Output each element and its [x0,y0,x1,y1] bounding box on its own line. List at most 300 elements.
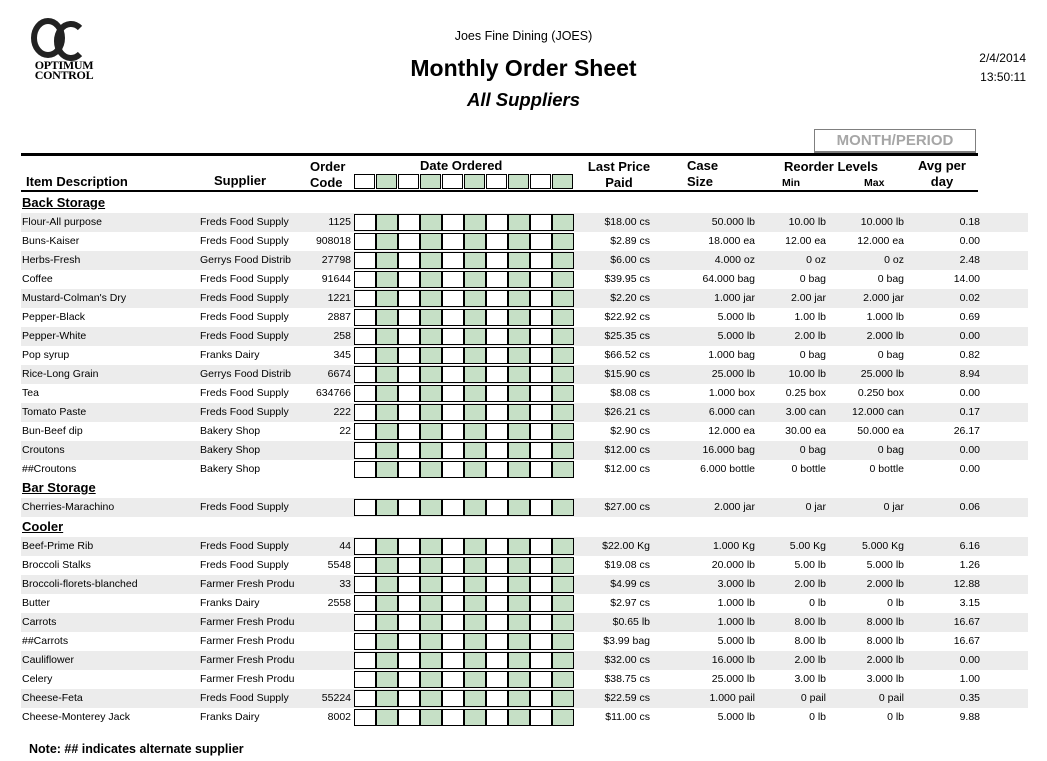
date-ordered-box[interactable] [552,309,574,326]
date-ordered-box[interactable] [354,404,376,421]
date-ordered-box[interactable] [508,557,530,574]
date-ordered-box[interactable] [508,538,530,555]
date-ordered-box[interactable] [442,576,464,593]
supplier-name: Freds Food Supply [200,216,289,228]
date-ordered-box[interactable] [354,385,376,402]
item-description: Flour-All purpose [22,216,102,228]
date-ordered-box[interactable] [508,614,530,631]
date-ordered-box[interactable] [420,709,442,726]
order-code: 22 [339,425,351,437]
case-size: 50.000 lb [711,216,755,228]
date-ordered-box[interactable] [398,366,420,383]
date-ordered-box[interactable] [376,442,398,459]
date-ordered-box[interactable] [464,461,486,478]
date-ordered-box[interactable] [376,404,398,421]
date-ordered-box[interactable] [398,576,420,593]
date-ordered-box[interactable] [464,385,486,402]
date-ordered-box[interactable] [508,252,530,269]
date-ordered-box[interactable] [420,652,442,669]
date-ordered-box[interactable] [552,538,574,555]
date-ordered-box[interactable] [530,366,552,383]
date-ordered-box[interactable] [442,499,464,516]
date-ordered-box[interactable] [464,233,486,250]
date-ordered-box[interactable] [486,290,508,307]
date-ordered-box[interactable] [376,690,398,707]
supplier-name: Freds Food Supply [200,540,289,552]
date-ordered-box[interactable] [486,214,508,231]
date-ordered-box[interactable] [354,309,376,326]
last-price: $25.35 cs [604,330,650,342]
reorder-min: 30.00 ea [785,425,826,437]
date-ordered-box[interactable] [464,690,486,707]
order-code: 8002 [327,711,351,723]
date-ordered-box[interactable] [398,328,420,345]
reorder-max: 0 bag [877,349,904,361]
date-ordered-box[interactable] [530,328,552,345]
date-ordered-box[interactable] [354,328,376,345]
date-ordered-box[interactable] [442,652,464,669]
reorder-max: 0 jar [883,501,904,513]
date-ordered-box[interactable] [398,290,420,307]
date-ordered-box[interactable] [530,538,552,555]
date-ordered-box[interactable] [530,671,552,688]
date-ordered-box[interactable] [398,652,420,669]
date-ordered-box[interactable] [354,690,376,707]
date-ordered-box[interactable] [420,233,442,250]
date-ordered-box[interactable] [354,461,376,478]
date-ordered-box[interactable] [442,538,464,555]
date-ordered-box[interactable] [376,385,398,402]
date-ordered-box[interactable] [442,309,464,326]
date-ordered-box[interactable] [376,309,398,326]
date-ordered-box[interactable] [552,595,574,612]
date-ordered-box[interactable] [442,671,464,688]
date-ordered-box[interactable] [398,347,420,364]
date-ordered-box[interactable] [420,252,442,269]
date-ordered-box[interactable] [376,271,398,288]
date-ordered-box[interactable] [376,499,398,516]
date-ordered-box[interactable] [552,690,574,707]
date-ordered-box[interactable] [376,709,398,726]
date-ordered-box[interactable] [398,385,420,402]
table-row [21,441,1028,460]
avg-per-day: 1.00 [959,673,980,685]
date-ordered-box[interactable] [530,690,552,707]
date-ordered-box[interactable] [508,290,530,307]
date-ordered-box[interactable] [398,252,420,269]
date-ordered-box[interactable] [552,442,574,459]
date-ordered-box[interactable] [508,461,530,478]
date-ordered-box[interactable] [420,461,442,478]
date-ordered-box[interactable] [508,652,530,669]
date-ordered-box[interactable] [508,690,530,707]
table-row [21,384,1028,403]
date-ordered-box[interactable] [508,442,530,459]
date-ordered-box[interactable] [464,347,486,364]
date-ordered-box[interactable] [420,633,442,650]
table-row [21,575,1028,594]
date-ordered-box[interactable] [398,538,420,555]
date-ordered-box[interactable] [464,576,486,593]
date-ordered-box[interactable] [376,671,398,688]
date-ordered-box[interactable] [464,366,486,383]
date-ordered-box[interactable] [486,385,508,402]
date-ordered-box[interactable] [464,328,486,345]
date-ordered-box[interactable] [464,290,486,307]
date-ordered-box[interactable] [530,442,552,459]
date-ordered-box[interactable] [398,633,420,650]
date-ordered-box[interactable] [398,404,420,421]
date-ordered-box[interactable] [442,709,464,726]
date-ordered-box[interactable] [354,233,376,250]
date-ordered-box[interactable] [486,671,508,688]
date-ordered-box[interactable] [420,347,442,364]
date-ordered-box[interactable] [398,690,420,707]
date-ordered-box[interactable] [464,557,486,574]
date-ordered-box[interactable] [420,595,442,612]
date-ordered-box[interactable] [530,461,552,478]
date-ordered-box[interactable] [464,423,486,440]
date-ordered-box[interactable] [486,233,508,250]
date-ordered-box[interactable] [420,576,442,593]
date-ordered-box[interactable] [442,442,464,459]
date-ordered-box[interactable] [398,442,420,459]
date-ordered-box[interactable] [442,423,464,440]
date-ordered-box[interactable] [420,328,442,345]
date-ordered-box[interactable] [442,252,464,269]
date-ordered-box[interactable] [486,347,508,364]
date-ordered-box[interactable] [464,709,486,726]
date-ordered-box[interactable] [354,576,376,593]
date-ordered-box[interactable] [420,271,442,288]
date-ordered-box[interactable] [486,442,508,459]
date-ordered-box[interactable] [552,633,574,650]
case-size: 16.000 bag [702,444,755,456]
date-ordered-box[interactable] [552,328,574,345]
date-ordered-box[interactable] [398,271,420,288]
table-row [21,308,1028,327]
reorder-max: 1.000 lb [866,311,904,323]
date-ordered-box[interactable] [530,557,552,574]
date-ordered-box[interactable] [530,309,552,326]
date-ordered-box[interactable] [552,557,574,574]
date-ordered-box[interactable] [530,652,552,669]
date-ordered-box[interactable] [376,423,398,440]
date-ordered-box[interactable] [376,366,398,383]
date-ordered-box[interactable] [552,385,574,402]
date-ordered-box[interactable] [442,366,464,383]
date-ordered-box[interactable] [442,614,464,631]
date-ordered-box[interactable] [420,404,442,421]
date-ordered-box[interactable] [442,461,464,478]
date-ordered-box[interactable] [530,271,552,288]
date-ordered-box[interactable] [486,366,508,383]
date-ordered-box[interactable] [464,309,486,326]
avg-per-day: 0.00 [959,463,980,475]
date-ordered-box[interactable] [420,614,442,631]
supplier-name: Gerrys Food Distrib [200,368,292,380]
date-ordered-box[interactable] [508,347,530,364]
item-description: Tomato Paste [22,406,87,418]
case-size: 6.000 can [708,406,755,418]
date-ordered-box[interactable] [486,576,508,593]
date-ordered-box[interactable] [442,633,464,650]
date-ordered-box[interactable] [354,633,376,650]
reorder-max: 0 oz [884,254,904,266]
date-ordered-box[interactable] [376,461,398,478]
date-ordered-box[interactable] [420,671,442,688]
date-ordered-box[interactable] [376,595,398,612]
date-ordered-box[interactable] [530,614,552,631]
date-ordered-box[interactable] [508,709,530,726]
date-ordered-box[interactable] [420,442,442,459]
date-ordered-box[interactable] [420,366,442,383]
date-ordered-box[interactable] [442,557,464,574]
date-ordered-box[interactable] [486,709,508,726]
last-price: $22.59 cs [604,692,650,704]
date-ordered-box[interactable] [530,633,552,650]
date-ordered-box[interactable] [486,309,508,326]
case-size: 16.000 lb [711,654,755,666]
date-ordered-box[interactable] [552,404,574,421]
date-ordered-box[interactable] [442,233,464,250]
date-ordered-box[interactable] [354,538,376,555]
date-ordered-box[interactable] [486,271,508,288]
date-ordered-box[interactable] [354,595,376,612]
date-ordered-box[interactable] [398,214,420,231]
date-ordered-box[interactable] [486,423,508,440]
date-ordered-box[interactable] [442,271,464,288]
date-ordered-box[interactable] [354,290,376,307]
date-ordered-box[interactable] [508,576,530,593]
date-ordered-box[interactable] [398,461,420,478]
date-ordered-box[interactable] [508,271,530,288]
date-ordered-box[interactable] [486,614,508,631]
date-ordered-box[interactable] [552,252,574,269]
date-ordered-box[interactable] [442,404,464,421]
reorder-max: 0 lb [887,597,904,609]
date-ordered-box[interactable] [354,709,376,726]
date-ordered-box[interactable] [354,271,376,288]
date-ordered-box[interactable] [376,252,398,269]
date-ordered-box[interactable] [552,214,574,231]
date-ordered-box[interactable] [508,366,530,383]
date-ordered-box[interactable] [376,652,398,669]
order-code: 5548 [327,559,351,571]
date-ordered-box[interactable] [398,709,420,726]
date-ordered-box[interactable] [354,214,376,231]
date-ordered-box[interactable] [442,385,464,402]
date-ordered-box[interactable] [398,595,420,612]
item-description: Pop syrup [22,349,70,361]
date-ordered-box[interactable] [420,385,442,402]
date-ordered-box[interactable] [464,499,486,516]
date-ordered-box[interactable] [530,423,552,440]
date-ordered-box[interactable] [552,671,574,688]
avg-per-day: 0.00 [959,444,980,456]
order-code: 1221 [327,292,351,304]
date-ordered-box[interactable] [354,614,376,631]
date-ordered-box[interactable] [508,328,530,345]
date-ordered-box[interactable] [398,614,420,631]
date-ordered-box[interactable] [464,271,486,288]
date-ordered-box[interactable] [376,557,398,574]
order-code: 44 [339,540,351,552]
date-ordered-box[interactable] [398,423,420,440]
date-ordered-box[interactable] [420,690,442,707]
date-ordered-box[interactable] [530,576,552,593]
item-description: Butter [22,597,51,609]
date-ordered-box[interactable] [508,423,530,440]
date-ordered-box[interactable] [376,214,398,231]
supplier-name: Bakery Shop [200,463,261,475]
date-ordered-box[interactable] [354,366,376,383]
date-ordered-box[interactable] [552,233,574,250]
date-ordered-box[interactable] [508,499,530,516]
date-ordered-box[interactable] [354,347,376,364]
date-ordered-box[interactable] [508,404,530,421]
date-ordered-box[interactable] [442,290,464,307]
date-ordered-box[interactable] [376,233,398,250]
date-ordered-box[interactable] [398,233,420,250]
date-ordered-box[interactable] [552,347,574,364]
reorder-min: 3.00 can [785,406,826,418]
date-ordered-box[interactable] [552,366,574,383]
date-ordered-box[interactable] [354,252,376,269]
date-ordered-box[interactable] [464,538,486,555]
date-ordered-box[interactable] [530,385,552,402]
item-description: Broccoli Stalks [22,559,91,571]
date-ordered-box[interactable] [508,633,530,650]
date-ordered-box[interactable] [354,442,376,459]
date-ordered-box[interactable] [486,652,508,669]
date-ordered-box[interactable] [398,309,420,326]
date-ordered-box[interactable] [530,404,552,421]
date-ordered-box[interactable] [376,614,398,631]
date-ordered-box[interactable] [486,690,508,707]
date-ordered-box[interactable] [552,614,574,631]
date-ordered-box[interactable] [530,595,552,612]
date-ordered-box[interactable] [552,290,574,307]
col-avg-per-day: Avg per day [918,158,966,189]
date-ordered-box[interactable] [398,557,420,574]
date-ordered-box[interactable] [420,557,442,574]
avg-per-day: 0.02 [959,292,980,304]
date-ordered-box[interactable] [552,423,574,440]
date-ordered-box[interactable] [508,671,530,688]
case-size: 12.000 ea [708,425,755,437]
section-heading: Back Storage [22,195,106,210]
date-ordered-box[interactable] [464,595,486,612]
item-description: Croutons [22,444,65,456]
date-ordered-box[interactable] [464,404,486,421]
case-size: 1.000 box [708,387,755,399]
date-ordered-box[interactable] [376,347,398,364]
date-ordered-box[interactable] [354,499,376,516]
date-ordered-box[interactable] [442,690,464,707]
date-ordered-box[interactable] [354,652,376,669]
date-ordered-box[interactable] [486,557,508,574]
date-ordered-box[interactable] [420,423,442,440]
avg-per-day: 0.00 [959,235,980,247]
date-ordered-box[interactable] [420,538,442,555]
date-ordered-box[interactable] [486,538,508,555]
page-subtitle: All Suppliers [466,89,581,110]
date-ordered-box[interactable] [464,652,486,669]
date-ordered-box[interactable] [376,328,398,345]
date-ordered-box[interactable] [530,347,552,364]
date-ordered-box[interactable] [530,499,552,516]
date-ordered-box[interactable] [464,214,486,231]
date-ordered-box[interactable] [376,538,398,555]
last-price: $12.00 cs [604,444,650,456]
date-ordered-box[interactable] [420,309,442,326]
reorder-max: 25.000 lb [860,368,904,380]
date-ordered-box[interactable] [376,633,398,650]
date-ordered-box[interactable] [486,499,508,516]
date-ordered-box[interactable] [420,290,442,307]
date-ordered-box[interactable] [486,595,508,612]
date-ordered-box[interactable] [420,499,442,516]
date-ordered-box[interactable] [530,233,552,250]
order-code: 345 [333,349,351,361]
date-ordered-box[interactable] [508,385,530,402]
date-ordered-box[interactable] [420,214,442,231]
last-price: $22.00 Kg [602,540,650,552]
date-ordered-box[interactable] [486,252,508,269]
date-ordered-box[interactable] [530,709,552,726]
date-ordered-box[interactable] [376,290,398,307]
date-ordered-box[interactable] [442,595,464,612]
date-ordered-box[interactable] [530,290,552,307]
date-ordered-box[interactable] [486,461,508,478]
date-ordered-box[interactable] [376,576,398,593]
avg-per-day: 26.17 [953,425,980,437]
date-ordered-box[interactable] [508,233,530,250]
date-ordered-box[interactable] [552,652,574,669]
reorder-max: 5.000 Kg [861,540,904,552]
date-ordered-box[interactable] [486,404,508,421]
date-ordered-box[interactable] [552,271,574,288]
date-ordered-box[interactable] [464,614,486,631]
date-ordered-box[interactable] [552,709,574,726]
supplier-name: Gerrys Food Distrib [200,254,292,266]
last-price: $39.95 cs [604,273,650,285]
date-ordered-box[interactable] [508,309,530,326]
date-ordered-box[interactable] [486,633,508,650]
date-ordered-box[interactable] [464,633,486,650]
date-ordered-box[interactable] [354,423,376,440]
date-ordered-box[interactable] [442,328,464,345]
date-ordered-box[interactable] [354,671,376,688]
date-ordered-box[interactable] [552,499,574,516]
date-ordered-box[interactable] [464,252,486,269]
date-ordered-box[interactable] [398,499,420,516]
date-ordered-box[interactable] [442,347,464,364]
date-ordered-box[interactable] [464,671,486,688]
date-ordered-box[interactable] [508,595,530,612]
date-ordered-box[interactable] [442,214,464,231]
date-ordered-box[interactable] [464,442,486,459]
date-ordered-box[interactable] [354,557,376,574]
date-ordered-box[interactable] [530,252,552,269]
date-ordered-box[interactable] [530,214,552,231]
date-ordered-box[interactable] [398,671,420,688]
date-ordered-box[interactable] [486,328,508,345]
date-ordered-box[interactable] [552,576,574,593]
date-ordered-box[interactable] [552,461,574,478]
date-ordered-box[interactable] [508,214,530,231]
